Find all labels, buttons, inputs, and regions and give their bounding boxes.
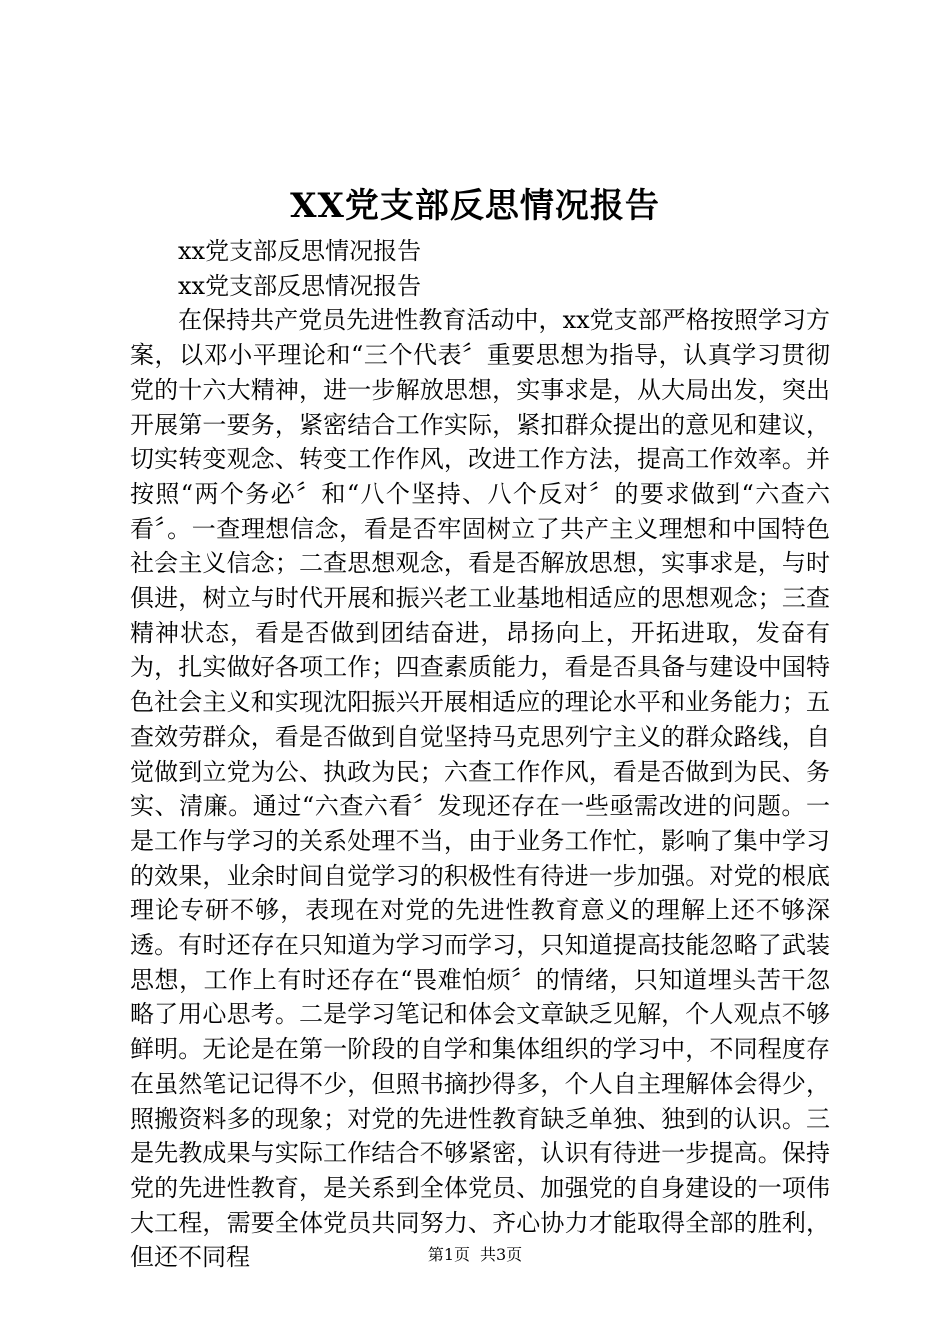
document-body bbox=[130, 234, 830, 1275]
page-total: 共3页 bbox=[480, 1245, 523, 1264]
document-title: XX党支部反思情况报告 bbox=[290, 186, 660, 226]
page-number: 第1页 bbox=[427, 1245, 470, 1264]
body-paragraph: xx党支部反思情况报告 bbox=[178, 271, 422, 300]
page-footer bbox=[0, 1244, 950, 1266]
body-paragraph: 在保持共产党员先进性教育活动中，xx党支部严格按照学习方案，以邓小平理论和“三个代表〞重要思想为指导，认真学习贯彻党的十六大精神，进一步解放思想，实事求是，从大局出发，突出开展第一要务，紧密结合工作实际，紧扣群众提出的意见和建议，切实转变观念、转变工作作风，改进工作方法，提高工作效率。并按照“两个务必〞和“八个坚持、八个反对〞的要求做到“六查六看〞。一查理想信念，看是否牢固树立了共产主义理想和中国特色社会主义信念；二查思想观念，看是否解放思想，实事求是，与时俱进，树立与时代开展和振兴老工业基地相适应的思想观念；三查精神状态，看是否做到团结奋进，昂扬向上，开拓进取，发奋有为，扎实做好各项工作；四查素质能力，看是否具备与建设中国特色社会主义和实现沈阳振兴开展相适应的理论水平和业务能力；五查效劳群众，看是否做到自觉坚持马克思列宁主义的群众路线，自觉做到立党为公、执政为民；六查工作作风，看是否做到为民、务实、清廉。通过“六查六看〞发现还存在一些亟需改进的问题。一是工作与学习的关系处理不当，由于业务工作忙，影响了集中学习的效果，业余时间自觉学习的积极性有待进一步加强。对党的根底理论专研不够，表现在对党的先进性教育意义的理解上还不够深透。有时还存在只知道为学习而学习，只知道提高技能忽略了武装思想，工作上有时还存在“畏难怕烦〞的情绪，只知道埋头苦干忽略了用心思考。二是学习笔记和体会文章缺乏见解，个人观点不够鲜明。无论是在第一阶段的自学和集体组织的学习中，不同程度存在虽然笔记记得不少，但照书摘抄得多，个人自主理解体会得少，照搬资料多的现象；对党的先进性教育缺乏单独、独到的认识。三是先教成果与实际工作结合不够紧密，认识有待进一步提高。保持党的先进性教育，是关系到全体党员、加强党的自身建设的一项伟大工程，需要全体党员共同努力、齐心协力才能取得全部的胜利，但还不同程 bbox=[130, 306, 830, 1272]
body-paragraph: xx党支部反思情况报告 bbox=[178, 237, 422, 265]
